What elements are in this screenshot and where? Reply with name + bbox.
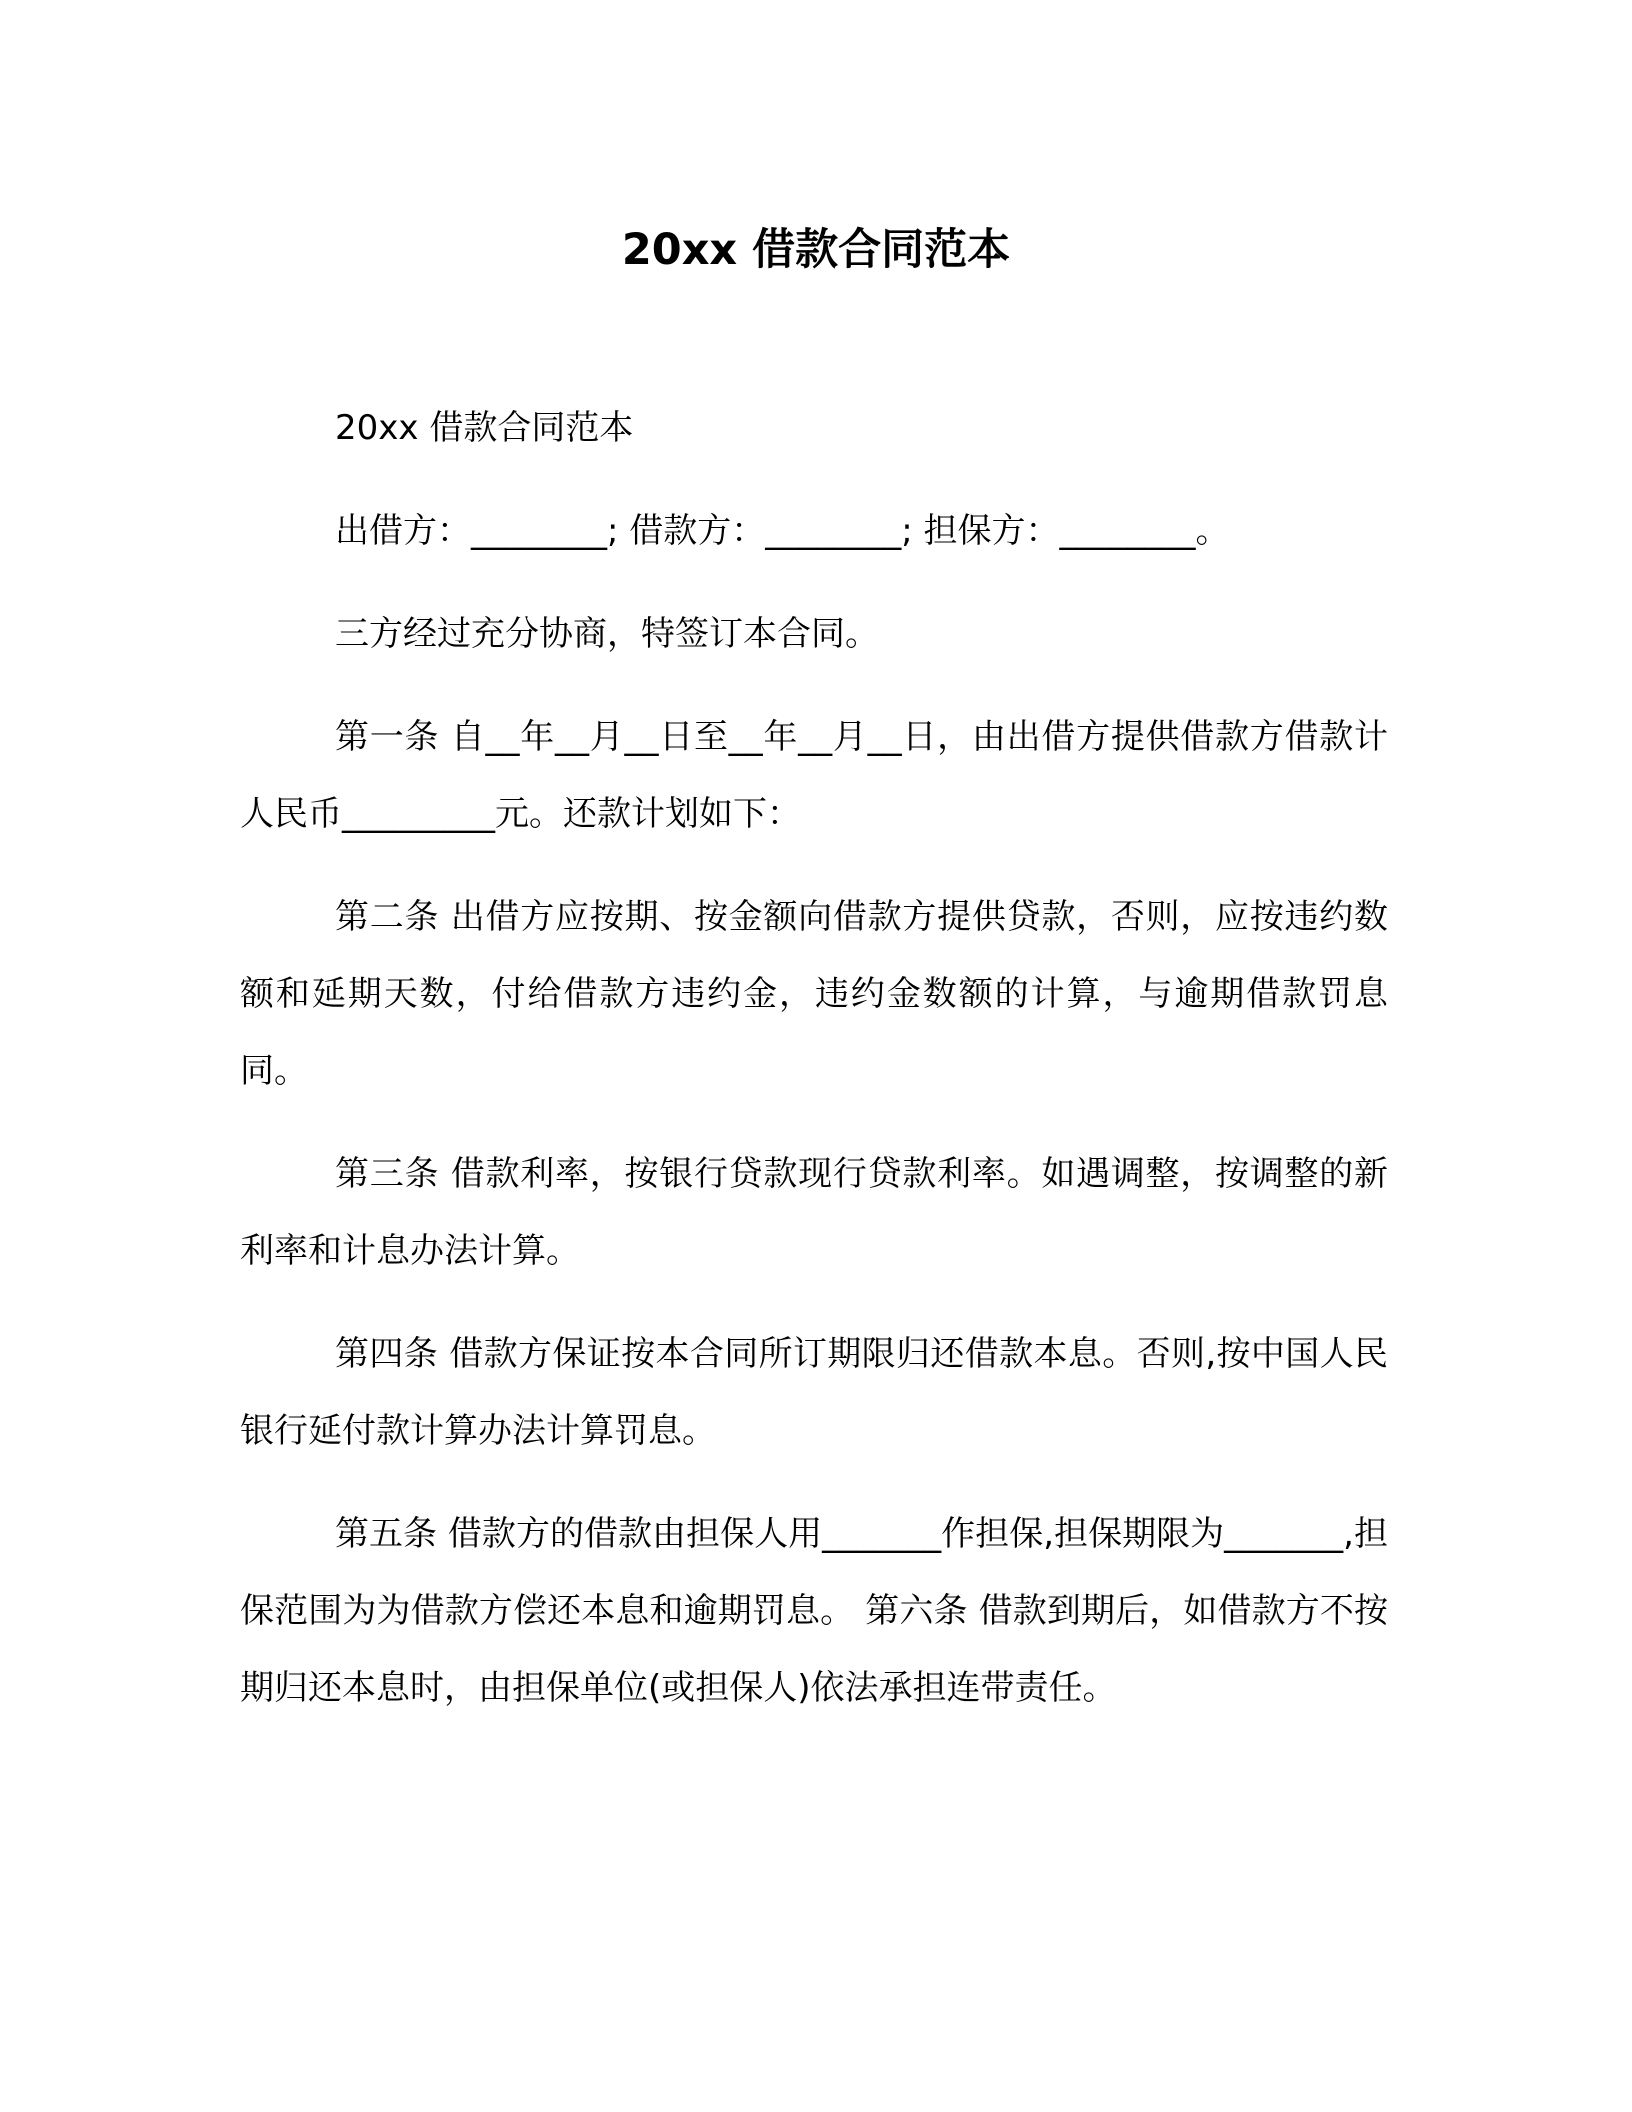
- article-5-6-paragraph: 第五条 借款方的借款由担保人用_______作担保,担保期限为_______,担保范围为为借款方偿还本息和逾期罚息。 第六条 借款到期后，如借款方不按期归还本息时，由担保单位(或担保人)依法承担连带责任。: [240, 1514, 1388, 1708]
- document-title: 20xx 借款合同范本: [621, 225, 1011, 275]
- article-3-paragraph: 第三条 借款利率，按银行贷款现行贷款利率。如遇调整，按调整的新利率和计息办法计算。: [240, 1154, 1388, 1271]
- subtitle-paragraph: 20xx 借款合同范本: [335, 408, 634, 448]
- article-2-paragraph: 第二条 出借方应按期、按金额向借款方提供贷款，否则，应按违约数额和延期天数，付给借款方违约金，违约金数额的计算，与逾期借款罚息同。: [240, 897, 1388, 1091]
- parties-paragraph: 出借方：________; 借款方：________; 担保方：________。: [335, 511, 1230, 551]
- article-4-paragraph: 第四条 借款方保证按本合同所订期限归还借款本息。否则,按中国人民银行延付款计算办法计算罚息。: [240, 1334, 1388, 1451]
- article-1-paragraph: 第一条 自__年__月__日至__年__月__日，由出借方提供借款方借款计人民币_________元。还款计划如下：: [240, 717, 1388, 834]
- document-body: [240, 390, 1388, 1753]
- agreement-paragraph: 三方经过充分协商，特签订本合同。: [335, 614, 879, 654]
